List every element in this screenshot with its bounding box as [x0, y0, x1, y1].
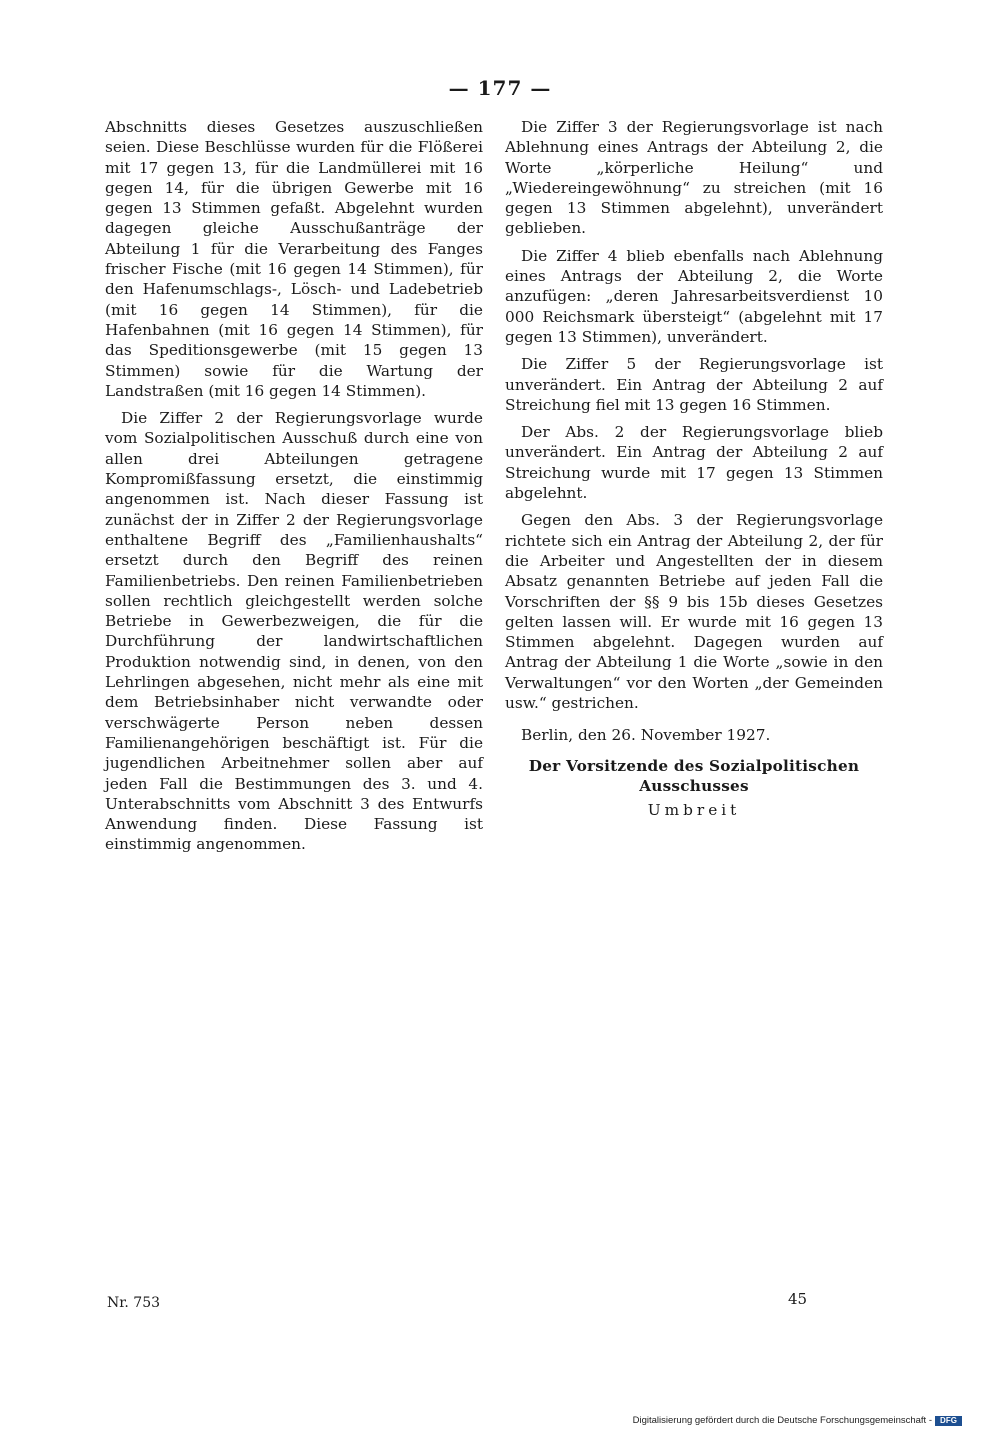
paragraph: Die Ziffer 5 der Regierungsvorlage ist unverändert. Ein Antrag der Abteilung 2 auf Streichung fiel mit 13 gegen 16 Stimmen.	[505, 355, 883, 414]
dfg-logo-icon: DFG	[935, 1416, 962, 1426]
paragraph: Die Ziffer 4 blieb ebenfalls nach Ablehnung eines Antrags der Abteilung 2, die Worte anzufügen: „deren Jahresarbeitsverdienst 10 000 Reichsmark übersteigt“ (abgelehnt mit 17 gegen 13 Stimmen), unverändert.	[505, 246, 883, 346]
paragraph: Der Abs. 2 der Regierungsvorlage blieb unverändert. Ein Antrag der Abteilung 2 auf Streichung wurde mit 17 gegen 13 Stimmen abgelehnt.	[505, 423, 883, 503]
paragraph: Abschnitts dieses Gesetzes auszuschließen seien. Diese Beschlüsse wurden für die Flößerei mit 17 gegen 13, für die Landmüllerei mit 16 gegen 14, für die übrigen Gewerbe mit 16 gegen 13 Stimmen gefaßt. Abgelehnt wurden dagegen gleiche Ausschußanträge der Abteilung 1 für die Verarbeitung des Fanges frischer Fische (mit 16 gegen 14 Stimmen), für den Hafenumschlags-, Lösch- und Ladebetrieb (mit 16 gegen 14 Stimmen), für die Hafenbahnen (mit 16 gegen 14 Stimmen), für das Speditionsgewerbe (mit 15 gegen 13 Stimmen) sowie für die Wartung der Landstraßen (mit 16 gegen 14 Stimmen).	[105, 118, 483, 400]
dateline: Berlin, den 26. November 1927.	[521, 726, 771, 745]
paragraph: Gegen den Abs. 3 der Regierungsvorlage richtete sich ein Antrag der Abteilung 2, der für die Arbeiter und Angestellten der in diesem Absatz genannten Betriebe auf jeden Fall die Vorschriften der §§ 9 bis 15b dieses Gesetzes gelten lassen will. Er wurde mit 16 gegen 13 Stimmen abgelehnt. Dagegen wurden auf Antrag der Abteilung 1 die Worte „sowie in den Verwaltungen“ vor den Worten „der Gemeinden usw.“ gestrichen.	[505, 511, 883, 713]
left-column	[105, 117, 483, 862]
page-number: — 177 —	[448, 76, 552, 100]
digitization-note-text: Digitalisierung gefördert durch die Deutsche Forschungsgemeinschaft -	[632, 1415, 932, 1426]
sheet-number: 45	[788, 1290, 808, 1308]
paragraph: Die Ziffer 3 der Regierungsvorlage ist nach Ablehnung eines Antrags der Abteilung 2, die Worte „körperliche Heilung“ und „Wiedereingewöhnung“ zu streichen (mit 16 gegen 13 Stimmen abgelehnt), unverändert geblieben.	[505, 118, 883, 238]
print-number: Nr. 753	[107, 1295, 161, 1311]
digitization-note	[633, 1415, 962, 1426]
signature-name: Umbreit	[647, 801, 741, 820]
right-column	[505, 117, 883, 821]
signature-title: Der Vorsitzende des Sozialpolitischen Ausschusses	[528, 756, 860, 795]
paragraph: Die Ziffer 2 der Regierungsvorlage wurde vom Sozialpolitischen Ausschuß durch eine von allen drei Abteilungen getragene Kompromißfassung ersetzt, die einstimmig angenommen ist. Nach dieser Fassung ist zunächst der in Ziffer 2 der Regierungsvorlage enthaltene Begriff des „Familienhaushalts“ ersetzt durch den Begriff des reinen Familienbetriebs. Den reinen Familienbetrieben sollen rechtlich gleichgestellt werden solche Betriebe in Gewerbezweigen, die für die Durchführung der landwirtschaftlichen Produktion notwendig sind, in denen, von den Lehrlingen abgesehen, nicht mehr als eine mit dem Betriebsinhaber nicht verwandte oder verschwägerte Person neben dessen Familienangehörigen beschäftigt ist. Für die jugendlichen Arbeitnehmer sollen aber auf jeden Fall die Bestimmungen des 3. und 4. Unterabschnitts vom Abschnitt 3 des Entwurfs Anwendung finden. Diese Fassung ist einstimmig angenommen.	[105, 409, 483, 854]
